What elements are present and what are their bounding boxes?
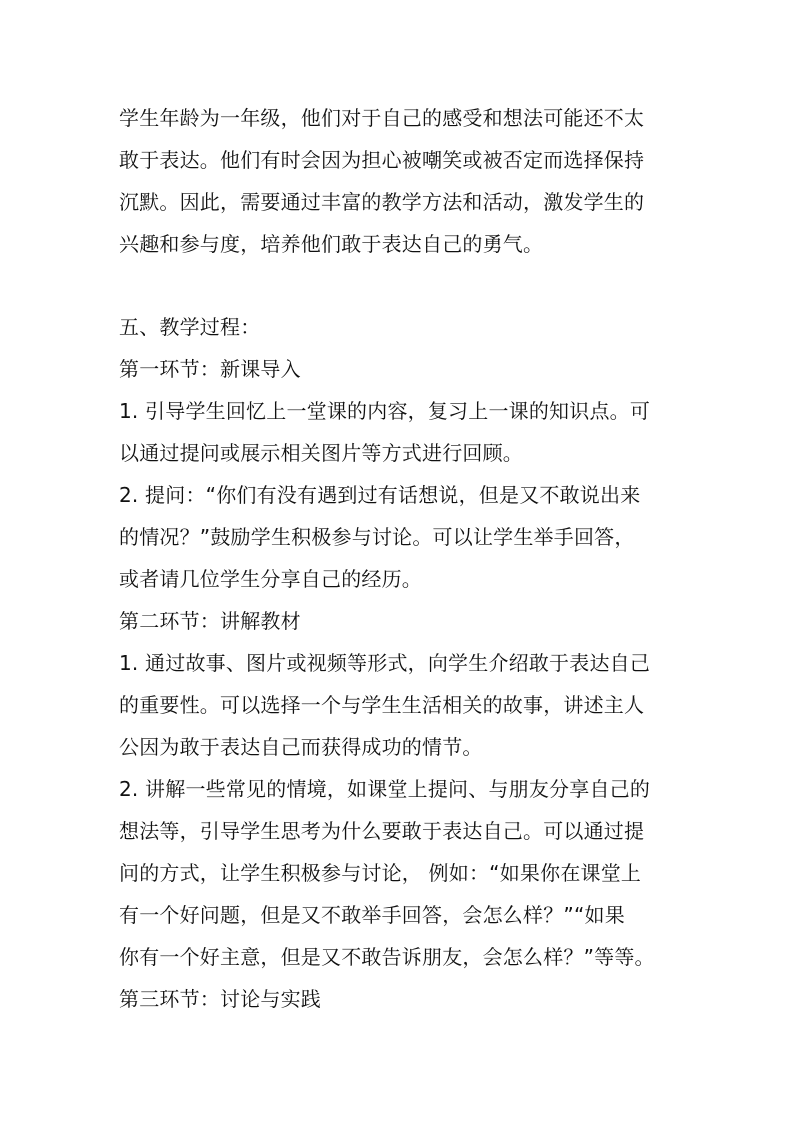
paragraph-line: 学生年龄为一年级，他们对于自己的感受和想法可能还不太 (119, 106, 645, 130)
section-heading: 五、教学过程： (119, 315, 261, 339)
paragraph-line: 问的方式，让学生积极参与讨论， 例如：“如果你在课堂上 (119, 861, 642, 885)
paragraph-line: 敢于表达。他们有时会因为担心被嘲笑或被否定而选择保持 (119, 148, 645, 172)
paragraph-line: 沉默。因此，需要通过丰富的教学方法和活动，激发学生的 (119, 190, 645, 214)
paragraph-line: 兴趣和参与度，培养他们敢于表达自己的勇气。 (119, 232, 544, 256)
paragraph-line: 公因为敢于表达自己而获得成功的情节。 (119, 735, 483, 759)
paragraph-line: 想法等，引导学生思考为什么要敢于表达自己。可以通过提 (119, 819, 645, 843)
subsection-heading: 第二环节：讲解教材 (119, 609, 301, 633)
paragraph-line: 的重要性。可以选择一个与学生生活相关的故事，讲述主人 (119, 693, 645, 717)
paragraph-line: 1. 引导学生回忆上一堂课的内容，复习上一课的知识点。可 (119, 399, 651, 423)
paragraph-line: 2. 提问：“你们有没有遇到过有话想说，但是又不敢说出来 (119, 483, 641, 507)
paragraph-line: 有一个好问题，但是又不敢举手回答，会怎么样？”“如果 (119, 903, 625, 927)
subsection-heading: 第一环节：新课导入 (119, 357, 301, 381)
paragraph-line: 的情况？”鼓励学生积极参与讨论。可以让学生举手回答， (119, 525, 635, 549)
paragraph-line: 1. 通过故事、图片或视频等形式，向学生介绍敢于表达自己 (119, 651, 651, 675)
subsection-heading: 第三环节：讨论与实践 (119, 987, 321, 1011)
paragraph-line: 2. 讲解一些常见的情境，如课堂上提问、与朋友分享自己的 (119, 777, 651, 801)
paragraph-line: 或者请几位学生分享自己的经历。 (119, 567, 422, 591)
paragraph-line: 你有一个好主意，但是又不敢告诉朋友，会怎么样？”等等。 (119, 945, 655, 969)
paragraph-line: 以通过提问或展示相关图片等方式进行回顾。 (119, 441, 523, 465)
